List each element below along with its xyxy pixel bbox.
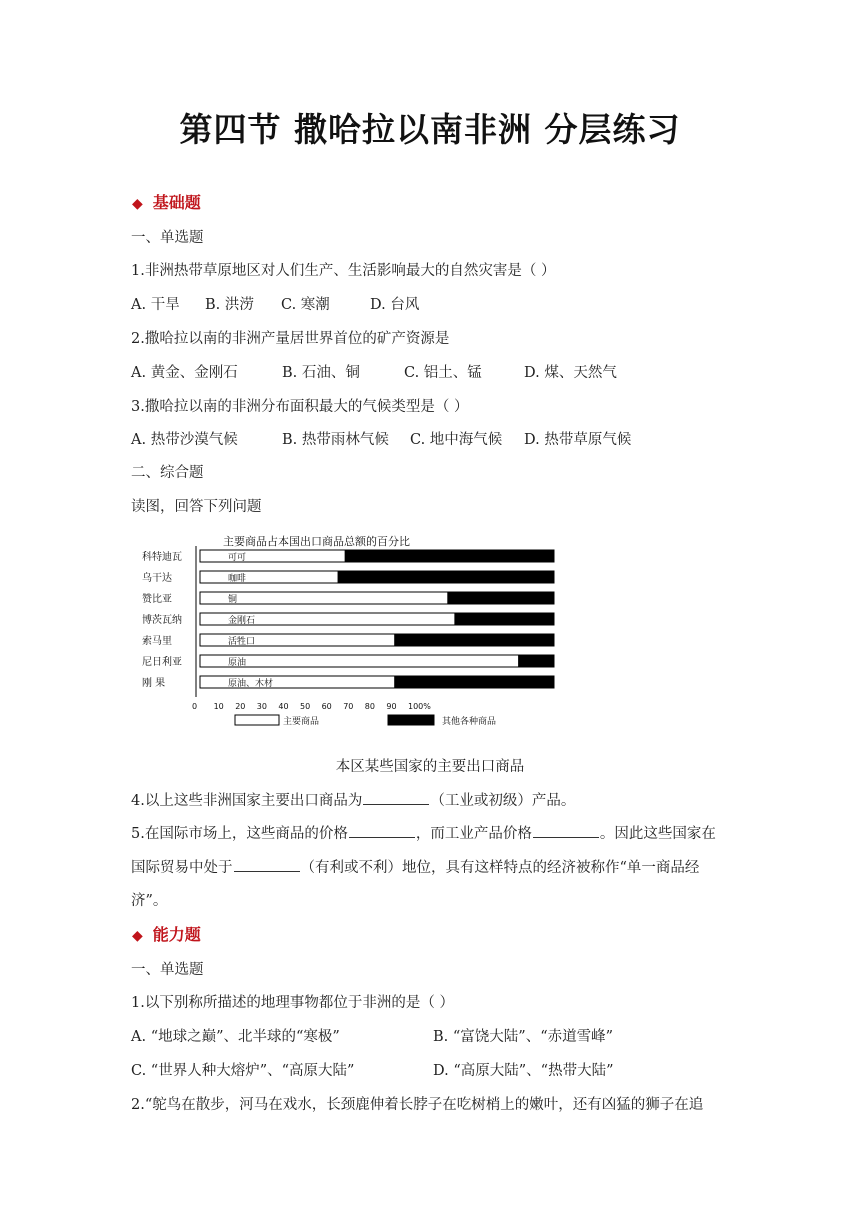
q1-option-a: A. 干旱 xyxy=(131,297,180,313)
q5-blank-1[interactable] xyxy=(349,823,415,838)
chart-tick-label: 90 xyxy=(386,702,397,711)
chart-legend-swatch-main xyxy=(235,715,279,725)
q2-option-d: D. 煤、天然气 xyxy=(524,365,617,381)
q1-stem: 1.非洲热带草原地区对人们生产、生活影响最大的自然灾害是（ ） xyxy=(131,263,556,279)
q3-option-b: B. 热带雨林气候 xyxy=(282,432,389,448)
chart-category-label: 刚 果 xyxy=(142,678,166,689)
q5-line1 xyxy=(131,822,716,843)
chart-category-label: 乌干达 xyxy=(142,573,172,584)
chart-bar-label: 原油 xyxy=(228,658,247,668)
q4-prefix: 4.以上这些非洲国家主要出口商品为 xyxy=(131,793,363,809)
chart-tick-label: 40 xyxy=(278,702,289,711)
q3-option-a: A. 热带沙漠气候 xyxy=(131,432,238,448)
chart-tick-label: 70 xyxy=(343,702,354,711)
q1-option-c: C. 寒潮 xyxy=(281,297,330,313)
q5-line2-prefix: 国际贸易中处于 xyxy=(131,860,233,876)
q1-option-b: B. 洪涝 xyxy=(205,297,254,313)
chart-bar-label: 金刚石 xyxy=(228,616,256,626)
q7-stem: 2.“鸵鸟在散步，河马在戏水，长颈鹿伸着长脖子在吃树梢上的嫩叶，还有凶猛的狮子在追 xyxy=(131,1097,704,1113)
chart-tick-label: 10 xyxy=(213,702,224,711)
chart-bar-label: 原油、木材 xyxy=(228,679,274,689)
q4-text xyxy=(131,789,575,810)
chart-legend-swatch-other xyxy=(388,715,434,725)
q3-option-d: D. 热带草原气候 xyxy=(524,432,632,448)
chart-bar-main xyxy=(200,571,338,583)
read-prompt: 读图，回答下列问题 xyxy=(131,499,262,515)
chart-category-label: 索马里 xyxy=(142,636,172,647)
q5-line2-suffix: （有利或不利）地位，具有这样特点的经济被称作“单一商品经 xyxy=(300,860,700,876)
chart-bar-main xyxy=(200,592,448,604)
chart-caption: 本区某些国家的主要出口商品 xyxy=(335,759,525,775)
q2-option-a: A. 黄金、金刚石 xyxy=(131,365,238,381)
export-chart xyxy=(138,530,578,740)
section-ability xyxy=(132,922,201,945)
q5-mid2: 。因此这些国家在 xyxy=(599,826,716,842)
part2-heading: 二、综合题 xyxy=(131,465,204,481)
chart-tick-label: 0 xyxy=(192,702,198,711)
chart-title: 主要商品占本国出口商品总额的百分比 xyxy=(223,535,410,548)
chart-bar-main xyxy=(200,655,519,667)
q4-blank[interactable] xyxy=(363,790,429,805)
chart-category-label: 尼日利亚 xyxy=(142,657,182,668)
chart-tick-label: 50 xyxy=(300,702,311,711)
q6-option-c: C. “世界人种大熔炉”、“高原大陆” xyxy=(131,1063,355,1079)
chart-bar-main xyxy=(200,550,345,562)
chart-legend-label: 主要商品 xyxy=(283,717,320,727)
chart-bar-label: 咖啡 xyxy=(228,574,247,584)
q6-option-a: A. “地球之巅”、北半球的“寒极” xyxy=(131,1029,340,1045)
q5-blank-2[interactable] xyxy=(533,823,599,838)
q2-option-b: B. 石油、铜 xyxy=(282,365,360,381)
q5-mid1: ，而工业产品价格 xyxy=(415,826,532,842)
q3-option-c: C. 地中海气候 xyxy=(410,432,503,448)
q2-stem: 2.撒哈拉以南的非洲产量居世界首位的矿产资源是 xyxy=(131,331,450,347)
q3-stem: 3.撒哈拉以南的非洲分布面积最大的气候类型是（ ） xyxy=(131,399,469,415)
chart-bar-label: 铜 xyxy=(228,595,238,605)
chart-category-label: 赞比亚 xyxy=(142,594,172,605)
section-basic xyxy=(132,190,201,213)
q6-option-d: D. “高原大陆”、“热带大陆” xyxy=(433,1063,614,1079)
chart-tick-label: 60 xyxy=(321,702,332,711)
part1-heading: 一、单选题 xyxy=(131,230,204,246)
chart-category-label: 科特迪瓦 xyxy=(142,552,182,563)
q5-line2 xyxy=(131,856,699,877)
part3-heading: 一、单选题 xyxy=(131,962,204,978)
chart-tick-label: 20 xyxy=(235,702,246,711)
chart-tick-label: 80 xyxy=(364,702,375,711)
q5-line3: 济”。 xyxy=(131,893,168,909)
q5-prefix: 5.在国际市场上，这些商品的价格 xyxy=(131,826,348,842)
q6-option-b: B. “富饶大陆”、“赤道雪峰” xyxy=(433,1029,614,1045)
chart-legend-label: 其他各种商品 xyxy=(442,717,497,727)
section-ability-label: 能力题 xyxy=(152,925,201,944)
q6-stem: 1.以下别称所描述的地理事物都位于非洲的是（ ） xyxy=(131,995,454,1011)
section-basic-label: 基础题 xyxy=(152,193,201,212)
chart-tick-label: 30 xyxy=(256,702,267,711)
q2-option-c: C. 铝土、锰 xyxy=(404,365,482,381)
q5-blank-3[interactable] xyxy=(234,857,300,872)
chart-tick-label: 100% xyxy=(408,702,431,711)
chart-bar-label: 可可 xyxy=(228,553,247,563)
chart-bar-label: 活牲口 xyxy=(228,637,256,647)
q4-suffix: （工业或初级）产品。 xyxy=(430,793,576,809)
diamond-icon: ◆ xyxy=(132,196,143,212)
page-title: 第四节 撒哈拉以南非洲 分层练习 xyxy=(179,110,681,149)
chart-category-label: 博茨瓦纳 xyxy=(142,615,182,626)
diamond-icon: ◆ xyxy=(132,928,143,944)
q1-option-d: D. 台风 xyxy=(370,297,420,313)
